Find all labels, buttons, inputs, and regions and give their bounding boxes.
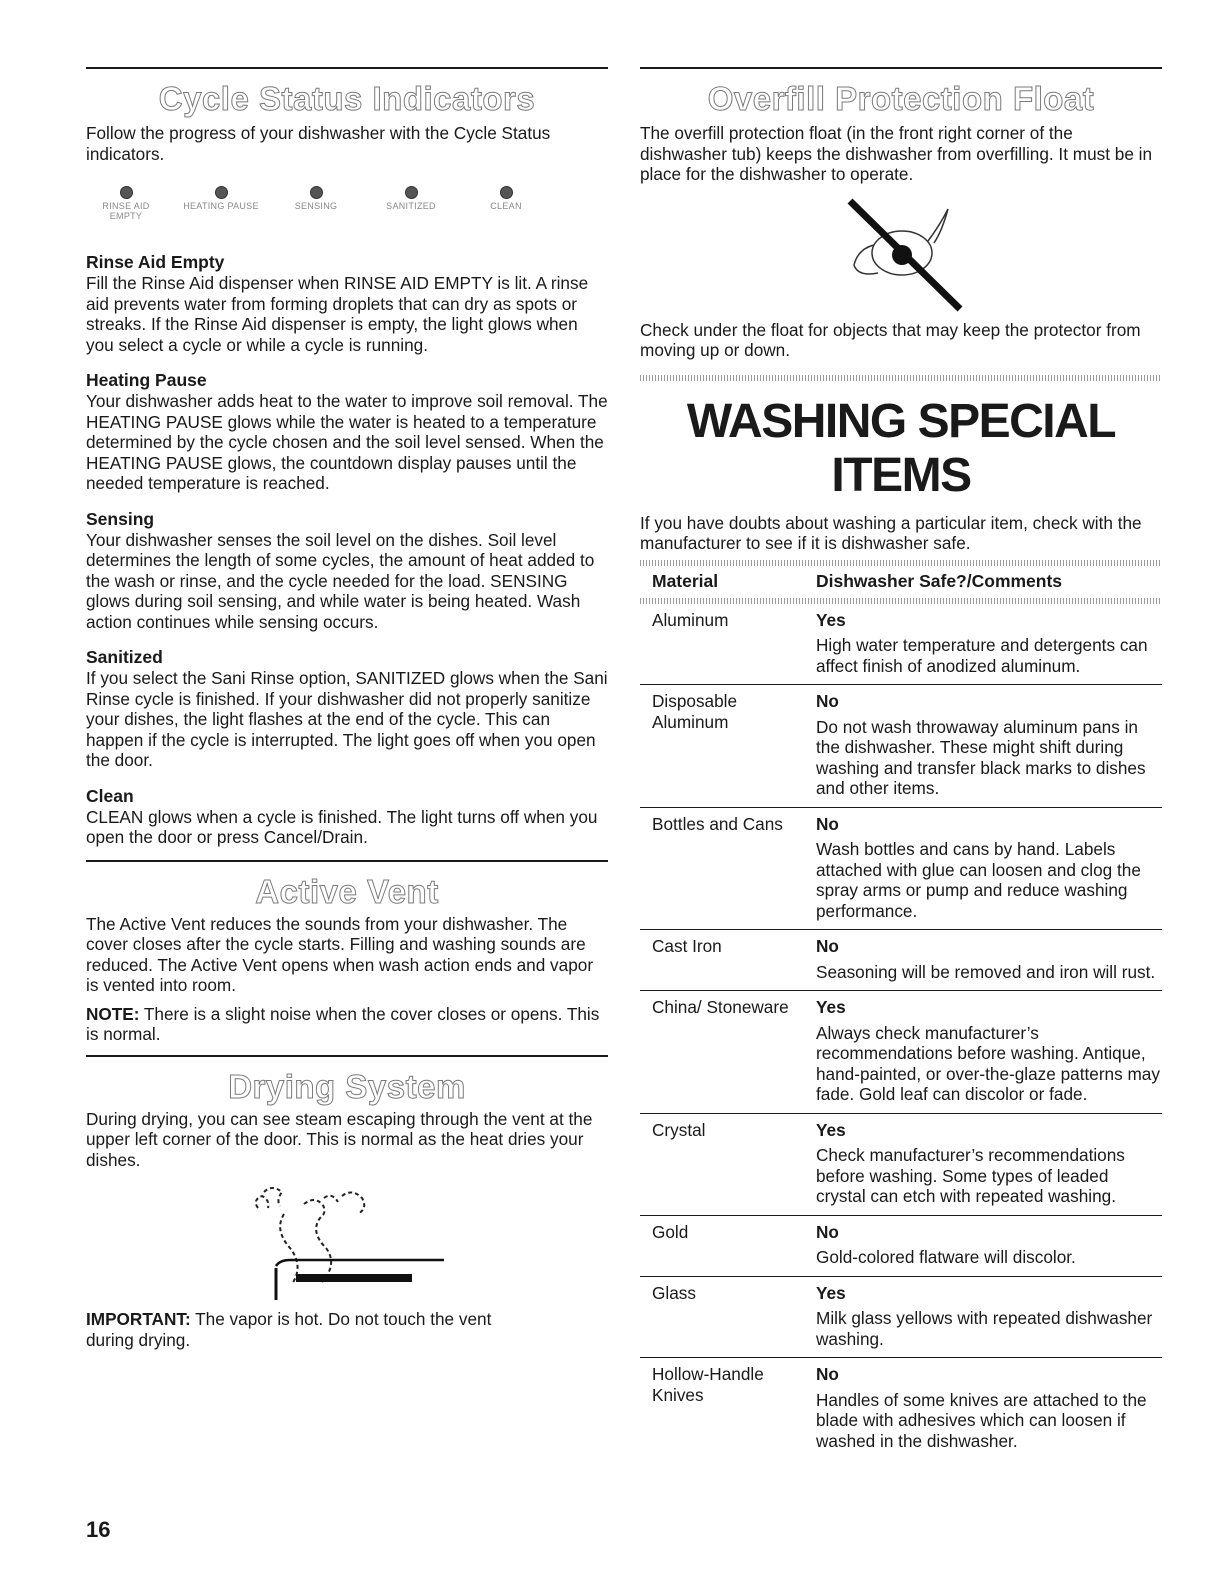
table-row: Crystal Yes Check manufacturer’s recommendations before washing. Some types of leaded crystal can etch with repeated washing. <box>640 1113 1162 1215</box>
overfill-text: The overfill protection float (in the front right corner of the dishwasher tub) keeps the dishwasher from overfilling. It must be in place for the dishwasher to operate. <box>640 123 1153 184</box>
sensing-text: Your dishwasher senses the soil level on the dishes. Soil level determines the length of some cycles, the amount of heat added to the wash or rinse, and the cycle needed for the load. SENSING glows during soil sensing, and while water is being heated. Wash action continues while sensing occurs. <box>86 529 595 632</box>
indicator-light-icon <box>500 186 513 199</box>
sensing-heading: Sensing <box>86 508 155 529</box>
washing-intro: If you have doubts about washing a particular item, check with the manufacturer to see if it is dishwasher safe. <box>640 512 1142 553</box>
indicator-light-icon <box>215 186 228 199</box>
table-row: Bottles and Cans No Wash bottles and cans by hand. Labels attached with glue can loosen and clog the spray arms or pump and reduce washing performance. <box>640 807 1162 930</box>
table-row: Gold No Gold-colored flatware will discolor. <box>640 1215 1162 1276</box>
important-note: IMPORTANT: The vapor is hot. Do not touch the vent during drying. <box>86 1309 492 1350</box>
drying-text: During drying, you can see steam escaping through the vent at the upper left corner of the door. This is normal as the heat dries your dishes. <box>86 1108 593 1170</box>
table-row: Disposable Aluminum No Do not wash throwaway aluminum pans in the dishwasher. These might shift during washing and transfer black marks to dishes and other items. <box>640 685 1162 808</box>
section-rule <box>640 67 1162 69</box>
clean-heading: Clean <box>86 785 134 806</box>
active-vent-title: Active Vent <box>255 872 439 910</box>
table-row: China/ Stoneware Yes Always check manufacturer’s recommendations before washing. Antique, hand-painted, or over-the-glaze patterns may fade. Gold leaf can discolor or fade. <box>640 991 1162 1114</box>
section-rule <box>86 860 608 862</box>
right-column <box>640 0 1162 1459</box>
indicator-clean: CLEAN <box>466 186 546 221</box>
cycle-status-title: Cycle Status Indicators <box>158 80 536 117</box>
overfill-float-illustration <box>640 185 1162 315</box>
indicator-heating-pause: HEATING PAUSE <box>181 186 261 221</box>
section-rule <box>86 67 608 69</box>
rinse-aid-text: Fill the Rinse Aid dispenser when RINSE AID EMPTY is lit. A rinse aid prevents water from forming droplets that can dry as spots or streaks. If the Rinse Aid dispenser is empty, the light glows when you select a cycle or while a cycle is running. <box>86 273 589 355</box>
column-header-material: Material <box>652 571 719 591</box>
table-row: Aluminum Yes High water temperature and detergents can affect finish of anodized aluminum. <box>640 604 1162 685</box>
table-row: Hollow-Handle Knives No Handles of some knives are attached to the blade with adhesives which can loosen if washed in the dishwasher. <box>652 1364 1147 1451</box>
indicator-light-icon <box>120 186 133 199</box>
indicator-light-icon <box>405 186 418 199</box>
steam-vent-illustration <box>86 1170 608 1302</box>
indicator-sanitized: SANITIZED <box>371 186 451 221</box>
cycle-status-intro: Follow the progress of your dishwasher with the Cycle Status indicators. <box>86 123 551 164</box>
hatched-divider <box>640 375 1162 381</box>
active-vent-note: NOTE: There is a slight noise when the cover closes or opens. This is normal. <box>86 1003 600 1044</box>
indicator-lights <box>86 186 546 221</box>
heating-pause-heading: Heating Pause <box>86 370 207 390</box>
table-row: Cast Iron No Seasoning will be removed and iron will rust. <box>640 930 1162 991</box>
overfill-check-text: Check under the float for objects that may keep the protector from moving up or down. <box>640 319 1141 360</box>
heating-pause-text: Your dishwasher adds heat to the water to improve soil removal. The HEATING PAUSE glows while the water is heated to a temperature determined by the cycle chosen and the soil level sensed. When the HEATING PAUSE glows, the countdown display pauses until the needed temperature is reached. <box>86 391 608 493</box>
indicator-light-icon <box>310 186 323 199</box>
washing-special-items-title: WASHING SPECIAL ITEMS <box>686 394 1116 502</box>
sanitized-heading: Sanitized <box>86 647 163 667</box>
active-vent-text: The Active Vent reduces the sounds from your dishwasher. The cover closes after the cycle starts. Filling and washing sounds are reduced. The Active Vent opens when wash action ends and vapor is vented into room. <box>86 913 594 995</box>
sanitized-text: If you select the Sani Rinse option, SANITIZED glows when the Sani Rinse cycle is finished. If your dishwasher did not properly sanitize your dishes, the light flashes at the end of the cycle. This can happen if the cycle is interrupted. The light goes off when you open the door. <box>86 668 608 770</box>
column-header-safe: Dishwasher Safe?/Comments <box>816 571 1063 591</box>
indicator-rinse-aid: RINSE AID EMPTY <box>86 186 166 221</box>
section-rule <box>86 1055 608 1057</box>
left-column <box>86 0 608 1350</box>
rinse-aid-heading: Rinse Aid Empty <box>86 252 225 272</box>
overfill-title: Overfill Protection Float <box>707 80 1095 117</box>
page-number: 16 <box>86 1517 111 1542</box>
table-row: Glass Yes Milk glass yellows with repeated dishwasher washing. <box>640 1276 1162 1358</box>
clean-text: CLEAN glows when a cycle is finished. The light turns off when you open the door or press Cancel/Drain. <box>86 806 598 847</box>
special-items-table <box>640 566 1162 1460</box>
indicator-sensing: SENSING <box>276 186 356 221</box>
drying-system-title: Drying System <box>228 1067 466 1105</box>
